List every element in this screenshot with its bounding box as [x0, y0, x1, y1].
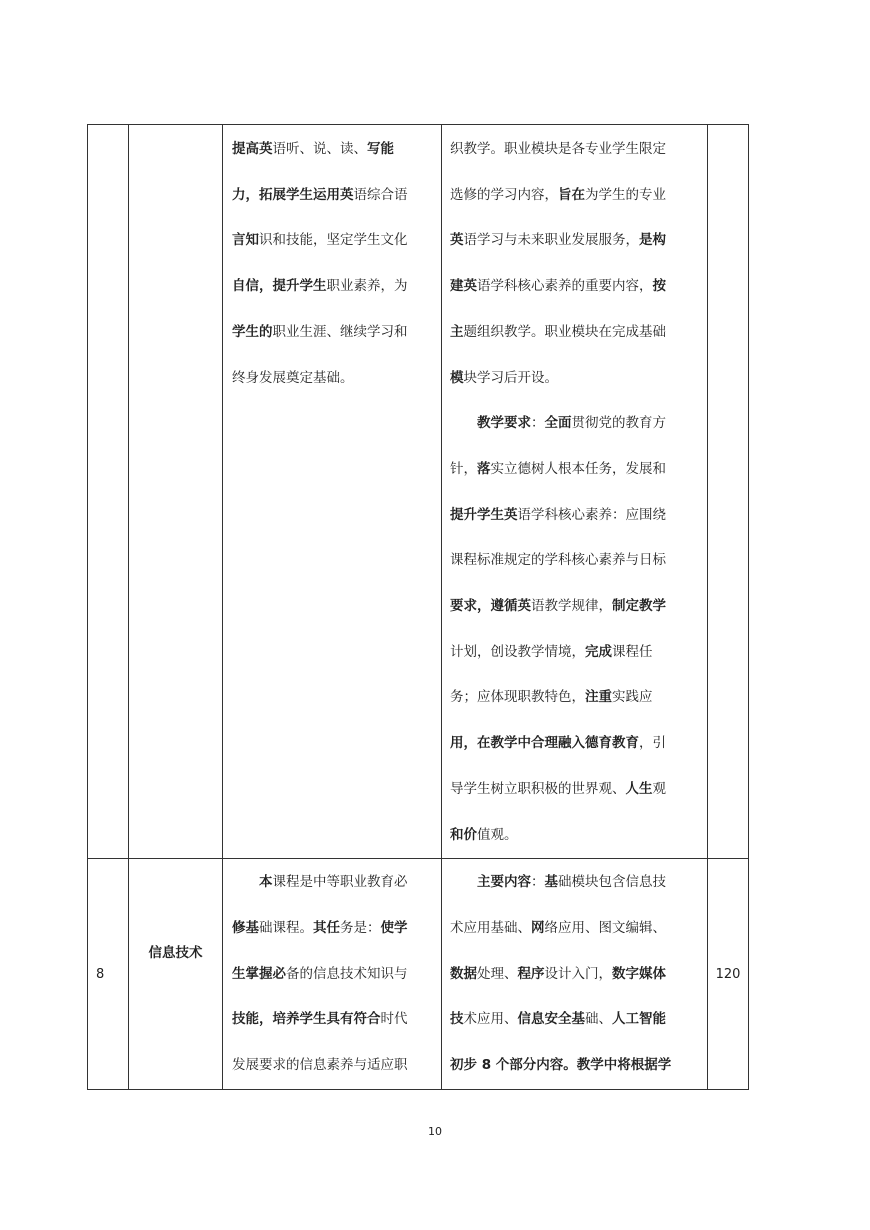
bold-run: 信息安全基 — [517, 1011, 585, 1028]
text-run: 计划，创设教学情境， — [450, 643, 585, 660]
table-row-8 — [88, 859, 749, 1090]
bold-run: 和价 — [450, 826, 477, 843]
text-run: 语综合语 — [353, 186, 408, 203]
table-row-continued — [88, 125, 749, 859]
text-run: 语学科核心素养：应围绕 — [517, 506, 666, 523]
bold-run: 修基 — [232, 919, 259, 936]
bold-run: 主要内容 — [477, 874, 531, 891]
text-run: 值观。 — [477, 826, 518, 843]
bold-run: 使学 — [380, 919, 408, 936]
text-run: 备的信息技术知识与 — [286, 965, 408, 982]
text-line — [450, 584, 699, 630]
text-run: 处理、 — [477, 965, 518, 982]
bold-run: 提升学生英 — [450, 506, 518, 523]
text-run: 选修的学习内容， — [450, 186, 558, 203]
bold-run: 写能 — [367, 141, 394, 157]
text-run: 术应用、 — [463, 1011, 518, 1028]
text-line — [450, 721, 699, 767]
bold-run: 按 — [652, 278, 666, 295]
text-run: 发展要求的信息素养与适应职 — [232, 1057, 408, 1074]
bold-run: 学生的 — [232, 323, 273, 340]
bold-run: 本 — [259, 874, 273, 891]
course-content-text — [442, 859, 707, 1089]
text-line — [450, 173, 699, 219]
text-line — [450, 675, 699, 721]
bold-run: 力，拓展学生运用英 — [232, 186, 354, 203]
text-line — [232, 173, 431, 219]
text-run: 语学科核心素养的重要内容， — [477, 278, 653, 295]
text-line — [232, 1043, 431, 1089]
text-line — [450, 1043, 699, 1089]
text-line — [450, 218, 699, 264]
text-line — [450, 813, 699, 859]
course-content-cell — [442, 125, 708, 859]
bold-run: 人生 — [625, 780, 653, 797]
bold-run: 英 — [450, 232, 464, 249]
text-run: 实立德树人根本任务，发展和 — [490, 460, 666, 477]
course-hours: 120 — [715, 966, 741, 982]
bold-run: 注重 — [585, 689, 612, 706]
bold-run: 数字媒体 — [612, 965, 666, 982]
text-line — [450, 630, 699, 676]
bold-run: 模 — [450, 369, 464, 386]
text-line — [450, 127, 699, 173]
text-run: 络应用、图文编辑、 — [544, 919, 666, 936]
course-name-cell — [129, 859, 223, 1090]
text-line — [450, 538, 699, 584]
bold-run: 言知 — [232, 232, 259, 249]
text-run: 课程标准规定的学科核心素养与日标 — [450, 552, 666, 569]
bold-run: 完成 — [585, 643, 612, 660]
text-run: 务；应体现职教特色， — [450, 689, 585, 706]
text-run: 语教学规律， — [531, 598, 612, 615]
bold-run: 程序 — [517, 965, 545, 982]
text-line — [450, 906, 699, 952]
text-run: 职业素养，为 — [326, 278, 408, 295]
bold-run: 用，在教学中合理融入德育教育 — [450, 735, 639, 752]
bold-run: 旨在 — [558, 186, 585, 203]
text-line — [450, 264, 699, 310]
text-run: 务是： — [340, 919, 381, 936]
bold-run: 建英 — [450, 278, 477, 295]
text-run: 设计入门， — [544, 965, 612, 982]
bold-run: 其任 — [313, 919, 340, 936]
bold-run: 人工智能 — [612, 1011, 666, 1028]
text-run: 课程任 — [612, 643, 653, 660]
text-run: ，引 — [639, 735, 666, 752]
curriculum-table — [87, 124, 749, 1090]
text-run: 础、 — [585, 1011, 612, 1028]
text-run: 础课程。 — [259, 919, 313, 936]
bold-run: 是构 — [639, 232, 666, 249]
name-cell-empty — [129, 125, 223, 859]
text-line — [232, 952, 431, 998]
text-run: 时代 — [380, 1011, 408, 1028]
course-goal-text — [223, 859, 441, 1089]
text-line — [450, 493, 699, 539]
text-run: 织教学。职业模块是各专业学生限定 — [450, 141, 666, 157]
text-run: 导学生树立职积极的世界观、 — [450, 780, 626, 797]
hours-cell — [708, 859, 749, 1090]
text-run: ： — [531, 415, 545, 432]
text-run: 语学习与未来职业发展服务， — [463, 232, 639, 249]
bold-run: 数据 — [450, 965, 477, 982]
text-run: 终身发展奠定基础。 — [232, 369, 354, 386]
text-run: 语听、说、读、 — [272, 141, 367, 157]
bold-run: 技能，培养学生具有符合 — [232, 1011, 381, 1028]
text-line — [232, 127, 431, 173]
index-cell-empty — [88, 125, 129, 859]
text-run: 识和技能，坚定学生文化 — [259, 232, 408, 249]
text-run: 观 — [652, 780, 666, 797]
text-line — [450, 310, 699, 356]
text-line — [232, 264, 431, 310]
text-run: ： — [531, 874, 545, 891]
text-line — [450, 401, 699, 447]
course-content-cell — [442, 859, 708, 1090]
hours-cell-empty — [708, 125, 749, 859]
text-line — [232, 218, 431, 264]
course-content-text — [442, 125, 707, 858]
text-line — [450, 767, 699, 813]
text-line — [232, 310, 431, 356]
text-run: 针， — [450, 460, 477, 477]
text-run: 块学习后开设。 — [463, 369, 558, 386]
text-line — [450, 997, 699, 1043]
bold-run: 生掌握必 — [232, 965, 286, 982]
text-line — [450, 860, 699, 906]
bold-run: 主 — [450, 323, 464, 340]
course-name: 信息技术 — [148, 945, 203, 961]
text-line — [450, 447, 699, 493]
bold-run: 提高英 — [232, 141, 273, 157]
course-goal-cell — [223, 859, 442, 1090]
bold-run: 落 — [477, 460, 491, 477]
text-run: 题组织教学。职业模块在完成基础 — [463, 323, 666, 340]
text-run: 实践应 — [612, 689, 653, 706]
course-goal-cell — [223, 125, 442, 859]
text-run: 为学生的专业 — [585, 186, 666, 203]
text-line — [232, 356, 431, 402]
bold-run: 要求，遵循英 — [450, 598, 531, 615]
text-run: 础模块包含信息技 — [558, 874, 666, 891]
bold-run: 全面 — [544, 415, 572, 432]
text-line — [232, 906, 431, 952]
bold-run: 基 — [544, 874, 558, 891]
bold-run: 教学要求 — [477, 415, 531, 432]
text-run: 职业生涯、继续学习和 — [272, 323, 408, 340]
course-goal-text — [223, 125, 441, 401]
text-run: 课程是中等职业教育必 — [272, 874, 408, 891]
bold-run: 自信，提升学生 — [232, 278, 327, 295]
bold-run: 技 — [450, 1011, 464, 1028]
index-cell — [88, 859, 129, 1090]
text-run: 术应用基础、 — [450, 919, 531, 936]
text-run: 贯彻党的教育方 — [571, 415, 666, 432]
row-index: 8 — [96, 966, 105, 982]
text-line — [232, 997, 431, 1043]
text-line — [232, 860, 431, 906]
bold-run: 制定教学 — [612, 598, 666, 615]
text-line — [450, 952, 699, 998]
bold-run: 网 — [531, 919, 545, 936]
page-number: 10 — [428, 1125, 442, 1138]
text-line — [450, 356, 699, 402]
bold-run: 初步 8 个部分内容。教学中将根据学 — [450, 1057, 672, 1074]
